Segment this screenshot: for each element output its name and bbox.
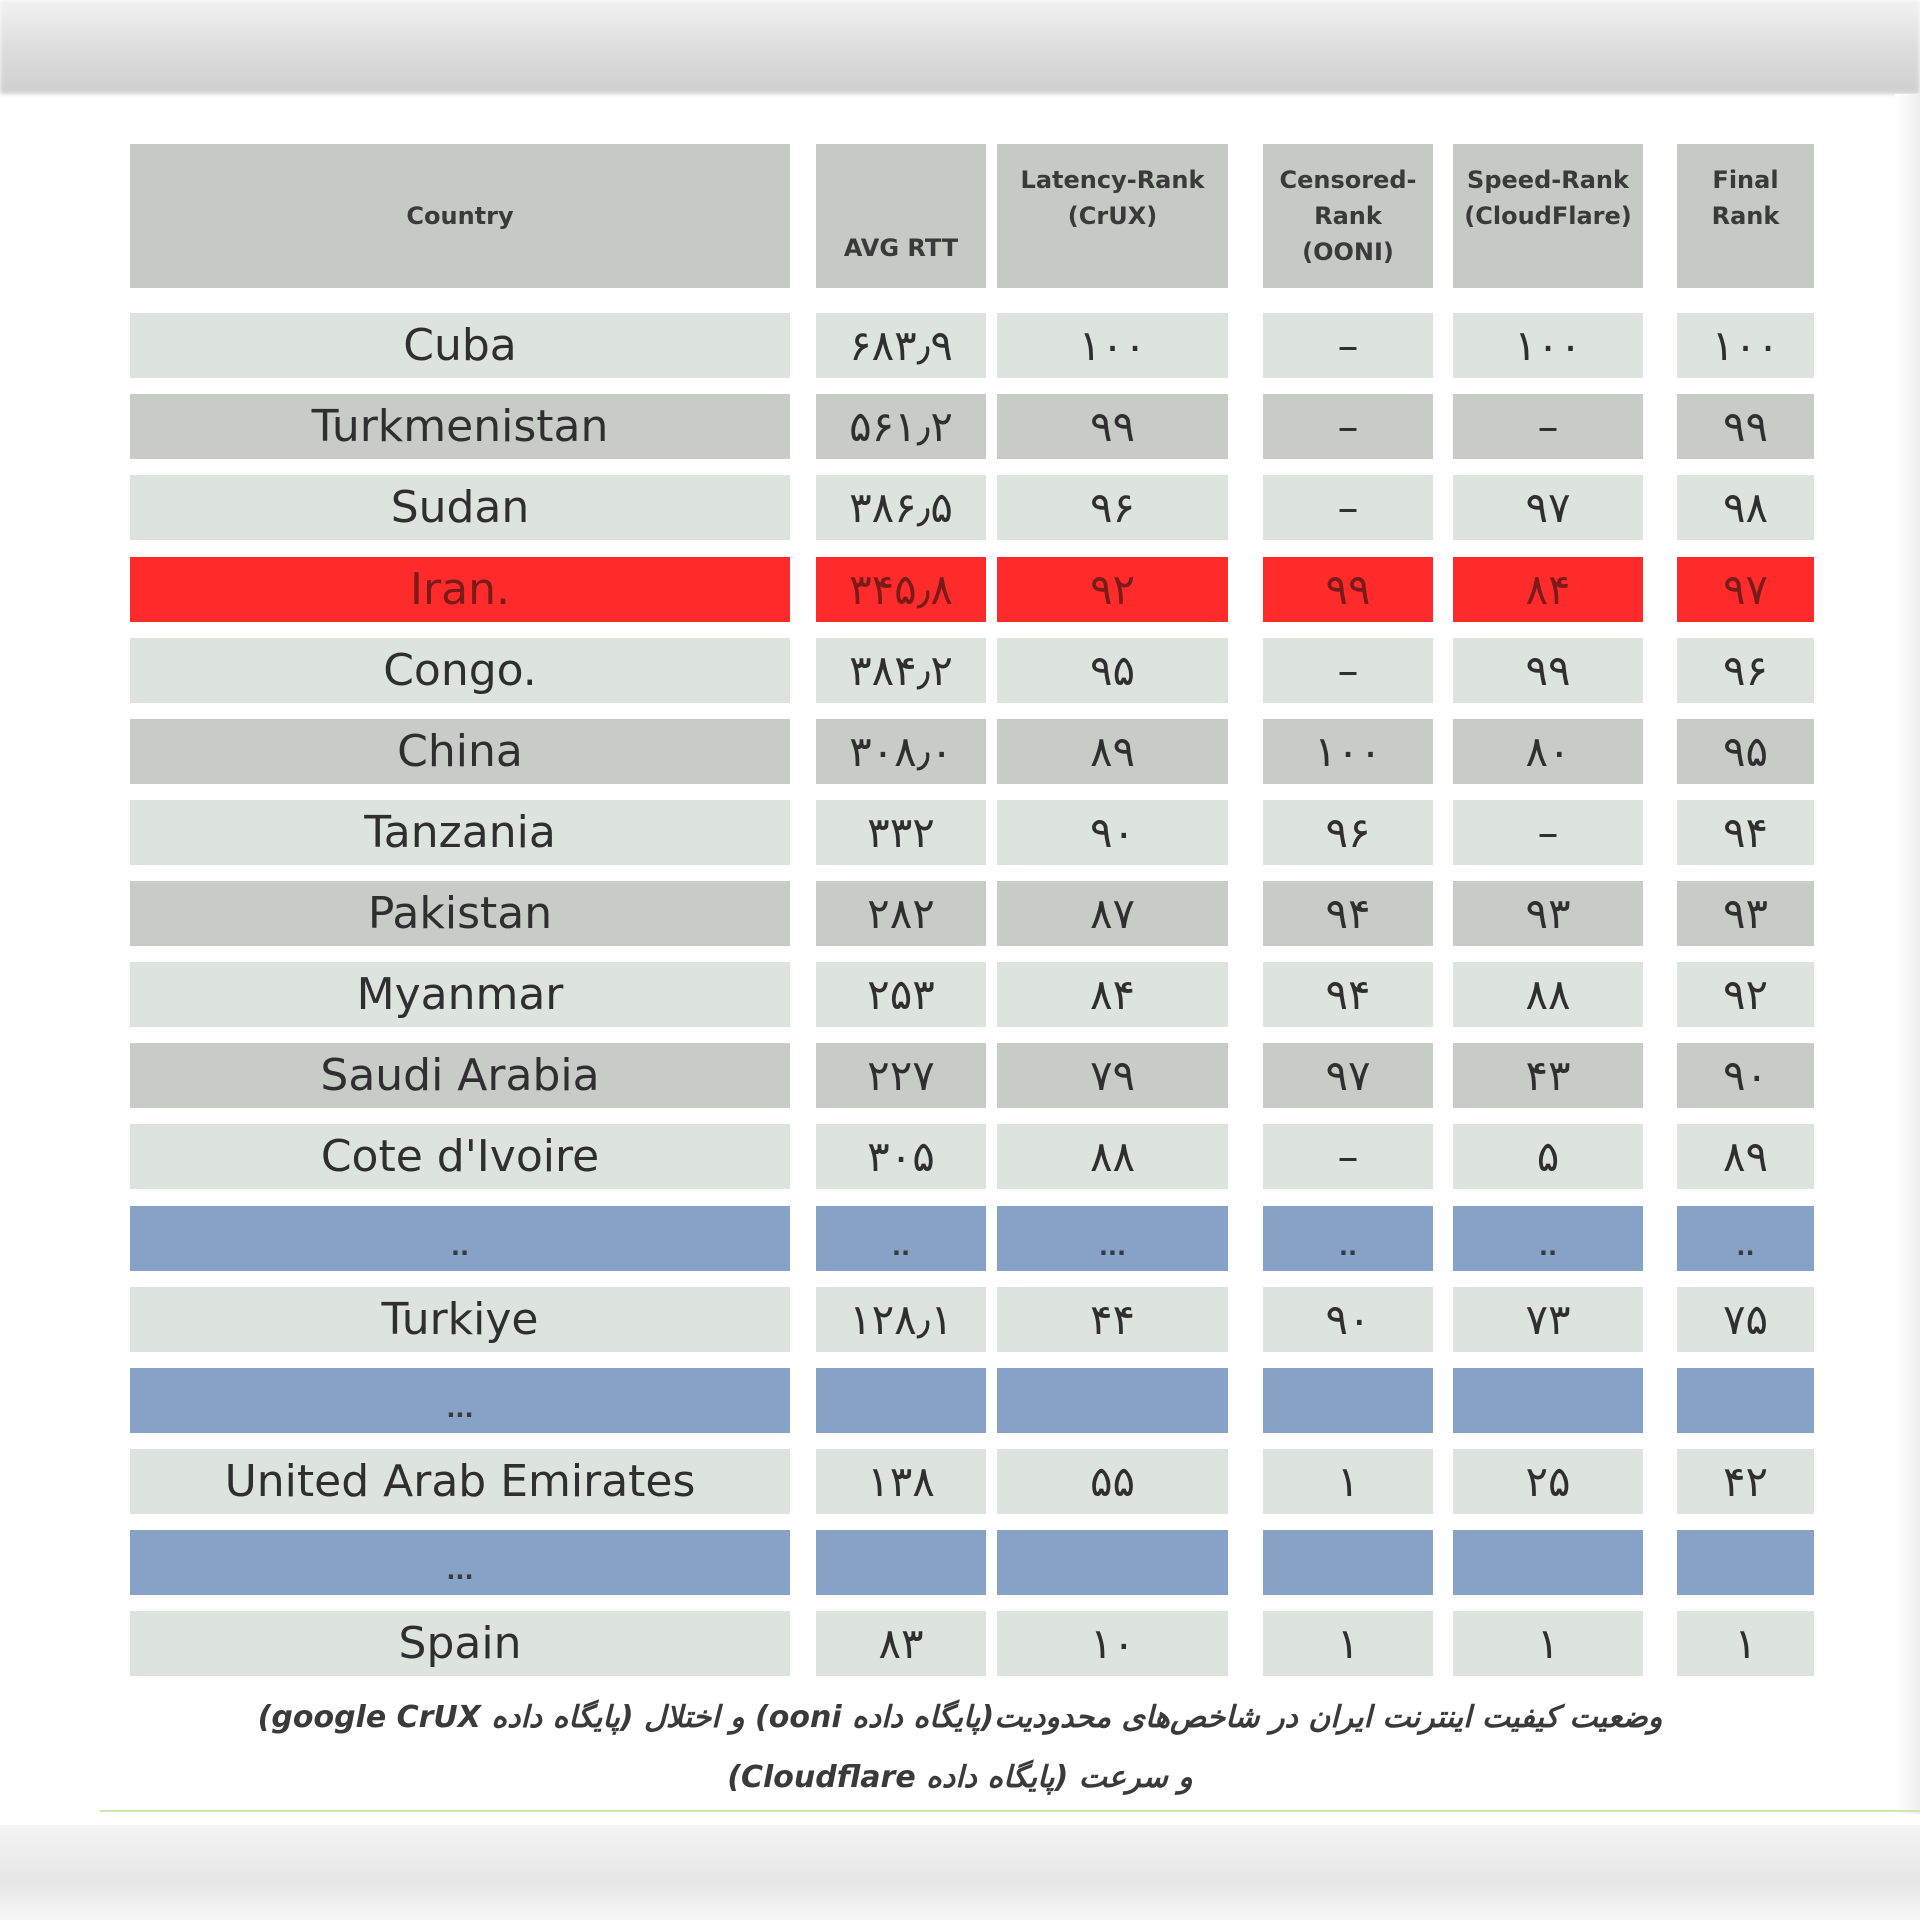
cell-latency-rank: ۸۸: [997, 1124, 1228, 1189]
cell-avg-rtt: ۲۸۲: [816, 881, 986, 946]
cell-latency-rank: ۵۵: [997, 1449, 1228, 1514]
table-row: [130, 1043, 1814, 1108]
cell-final-rank: ۹۵: [1677, 719, 1814, 784]
cell-final-rank: ۹۶: [1677, 638, 1814, 703]
header-speed-rank: [1453, 144, 1643, 288]
table-row: [130, 475, 1814, 540]
cell-speed-rank: ۹۳: [1453, 881, 1643, 946]
cell-country: Cuba: [130, 313, 790, 378]
cell-latency-rank: ۹۲: [997, 557, 1228, 622]
cell-latency-rank: ۷۹: [997, 1043, 1228, 1108]
cell-censored-rank: ۹۷: [1263, 1043, 1433, 1108]
cell-avg-rtt: ۳۸۶٫۵: [816, 475, 986, 540]
cell-censored-rank: –: [1263, 313, 1433, 378]
cell-speed-rank: ..: [1453, 1206, 1643, 1271]
cell-country: Myanmar: [130, 962, 790, 1027]
table-row: [130, 638, 1814, 703]
cell-speed-rank: ۹۹: [1453, 638, 1643, 703]
cell-censored-rank: ۹۹: [1263, 557, 1433, 622]
cell-final-rank: ۹۳: [1677, 881, 1814, 946]
table-row: [130, 1206, 1814, 1271]
cell-speed-rank: ۸۸: [1453, 962, 1643, 1027]
table-row: [130, 881, 1814, 946]
cell-censored-rank: ۹۰: [1263, 1287, 1433, 1352]
cell-final-rank: ..: [1677, 1206, 1814, 1271]
cell-country: China: [130, 719, 790, 784]
cell-final-rank: ۸۹: [1677, 1124, 1814, 1189]
table-row: [130, 719, 1814, 784]
cell-avg-rtt: ۶۸۳٫۹: [816, 313, 986, 378]
cell-avg-rtt: [816, 1530, 986, 1595]
table-row: [130, 1611, 1814, 1676]
cell-censored-rank: [1263, 1530, 1433, 1595]
cell-censored-rank: –: [1263, 475, 1433, 540]
cell-avg-rtt: ۳۰۸٫۰: [816, 719, 986, 784]
cell-avg-rtt: ۵۶۱٫۲: [816, 394, 986, 459]
header-censored-rank: [1263, 144, 1433, 288]
cell-final-rank: ۹۹: [1677, 394, 1814, 459]
table-row: [130, 1124, 1814, 1189]
cell-final-rank: ۹۲: [1677, 962, 1814, 1027]
cell-avg-rtt: ..: [816, 1206, 986, 1271]
header-latency-line1: Latency-Rank: [1020, 166, 1205, 194]
cell-avg-rtt: ۳۰۵: [816, 1124, 986, 1189]
cell-latency-rank: ۹۶: [997, 475, 1228, 540]
cell-country: Saudi Arabia: [130, 1043, 790, 1108]
header-country: Country: [130, 144, 790, 288]
cell-final-rank: ۹۴: [1677, 800, 1814, 865]
cell-avg-rtt: ۳۴۵٫۸: [816, 557, 986, 622]
bottom-blur-band: [0, 1825, 1920, 1920]
cell-final-rank: ۹۸: [1677, 475, 1814, 540]
table-header: [130, 144, 1814, 288]
header-speed-line1: Speed-Rank: [1467, 166, 1629, 194]
header-censored-line2: Rank: [1314, 202, 1382, 230]
table-row: [130, 313, 1814, 378]
cell-latency-rank: [997, 1368, 1228, 1433]
cell-latency-rank: ۹۹: [997, 394, 1228, 459]
header-latency-rank: [997, 144, 1228, 288]
header-censored-line1: Censored-: [1279, 166, 1417, 194]
cell-avg-rtt: ۱۲۸٫۱: [816, 1287, 986, 1352]
cell-country: United Arab Emirates: [130, 1449, 790, 1514]
header-censored-line3: (OONI): [1302, 238, 1394, 266]
cell-country: Cote d'Ivoire: [130, 1124, 790, 1189]
cell-avg-rtt: ۳۸۴٫۲: [816, 638, 986, 703]
cell-country: Pakistan: [130, 881, 790, 946]
header-final-rank: Final Rank: [1677, 144, 1814, 288]
header-latency-line2: (CrUX): [1067, 202, 1158, 230]
cell-final-rank: [1677, 1368, 1814, 1433]
cell-speed-rank: ۸۰: [1453, 719, 1643, 784]
cell-speed-rank: [1453, 1368, 1643, 1433]
table-row: [130, 557, 1814, 622]
cell-speed-rank: ۵: [1453, 1124, 1643, 1189]
table-row: [130, 800, 1814, 865]
table-row: [130, 1449, 1814, 1514]
table-row: [130, 1287, 1814, 1352]
caption-line-1: وضعیت کیفیت اینترنت ایران در شاخص‌های محدودیت(پایگاه داده ooni) و اختلال (پایگاه داده google CrUX): [257, 1700, 1663, 1735]
table-row: [130, 1530, 1814, 1595]
cell-censored-rank: ..: [1263, 1206, 1433, 1271]
cell-speed-rank: ۴۳: [1453, 1043, 1643, 1108]
cell-country: Turkiye: [130, 1287, 790, 1352]
cell-censored-rank: ۹۴: [1263, 881, 1433, 946]
cell-avg-rtt: ۲۲۷: [816, 1043, 986, 1108]
cell-country: Spain: [130, 1611, 790, 1676]
header-avg-rtt: AVG RTT: [816, 144, 986, 288]
cell-avg-rtt: ۲۵۳: [816, 962, 986, 1027]
cell-avg-rtt: ۱۳۸: [816, 1449, 986, 1514]
cell-latency-rank: ...: [997, 1206, 1228, 1271]
cell-country: ...: [130, 1368, 790, 1433]
cell-latency-rank: ۸۷: [997, 881, 1228, 946]
cell-speed-rank: [1453, 1530, 1643, 1595]
cell-censored-rank: –: [1263, 1124, 1433, 1189]
cell-speed-rank: ۲۵: [1453, 1449, 1643, 1514]
cell-final-rank: ۷۵: [1677, 1287, 1814, 1352]
cell-speed-rank: –: [1453, 394, 1643, 459]
cell-latency-rank: [997, 1530, 1228, 1595]
cell-country: ..: [130, 1206, 790, 1271]
cell-final-rank: ۴۲: [1677, 1449, 1814, 1514]
cell-latency-rank: ۹۰: [997, 800, 1228, 865]
cell-censored-rank: –: [1263, 394, 1433, 459]
cell-speed-rank: ۹۷: [1453, 475, 1643, 540]
green-divider: [100, 1810, 1920, 1812]
cell-country: Congo.: [130, 638, 790, 703]
cell-censored-rank: ۹۶: [1263, 800, 1433, 865]
cell-final-rank: ۱: [1677, 1611, 1814, 1676]
cell-country: ...: [130, 1530, 790, 1595]
cell-country: Turkmenistan: [130, 394, 790, 459]
cell-final-rank: ۹۷: [1677, 557, 1814, 622]
cell-censored-rank: ۹۴: [1263, 962, 1433, 1027]
header-speed-line2: (CloudFlare): [1464, 202, 1632, 230]
top-blur-band: [0, 0, 1920, 94]
cell-avg-rtt: [816, 1368, 986, 1433]
cell-latency-rank: ۴۴: [997, 1287, 1228, 1352]
right-edge-shadow: [1895, 94, 1920, 1814]
cell-latency-rank: ۸۹: [997, 719, 1228, 784]
cell-avg-rtt: ۳۳۲: [816, 800, 986, 865]
cell-speed-rank: ۱۰۰: [1453, 313, 1643, 378]
cell-latency-rank: ۹۵: [997, 638, 1228, 703]
table-row: [130, 962, 1814, 1027]
cell-latency-rank: ۱۰۰: [997, 313, 1228, 378]
cell-latency-rank: ۱۰: [997, 1611, 1228, 1676]
table-row: [130, 394, 1814, 459]
cell-avg-rtt: ۸۳: [816, 1611, 986, 1676]
caption-line-2: و سرعت (پایگاه داده Cloudflare): [727, 1760, 1193, 1795]
cell-final-rank: [1677, 1530, 1814, 1595]
cell-speed-rank: ۷۳: [1453, 1287, 1643, 1352]
cell-country: Sudan: [130, 475, 790, 540]
cell-latency-rank: ۸۴: [997, 962, 1228, 1027]
cell-censored-rank: –: [1263, 638, 1433, 703]
cell-censored-rank: ۱: [1263, 1611, 1433, 1676]
table-row: [130, 1368, 1814, 1433]
cell-final-rank: ۹۰: [1677, 1043, 1814, 1108]
cell-censored-rank: [1263, 1368, 1433, 1433]
cell-speed-rank: ۸۴: [1453, 557, 1643, 622]
cell-final-rank: ۱۰۰: [1677, 313, 1814, 378]
cell-country: Tanzania: [130, 800, 790, 865]
cell-censored-rank: ۱۰۰: [1263, 719, 1433, 784]
cell-speed-rank: ۱: [1453, 1611, 1643, 1676]
cell-censored-rank: ۱: [1263, 1449, 1433, 1514]
cell-speed-rank: –: [1453, 800, 1643, 865]
cell-country: Iran.: [130, 557, 790, 622]
